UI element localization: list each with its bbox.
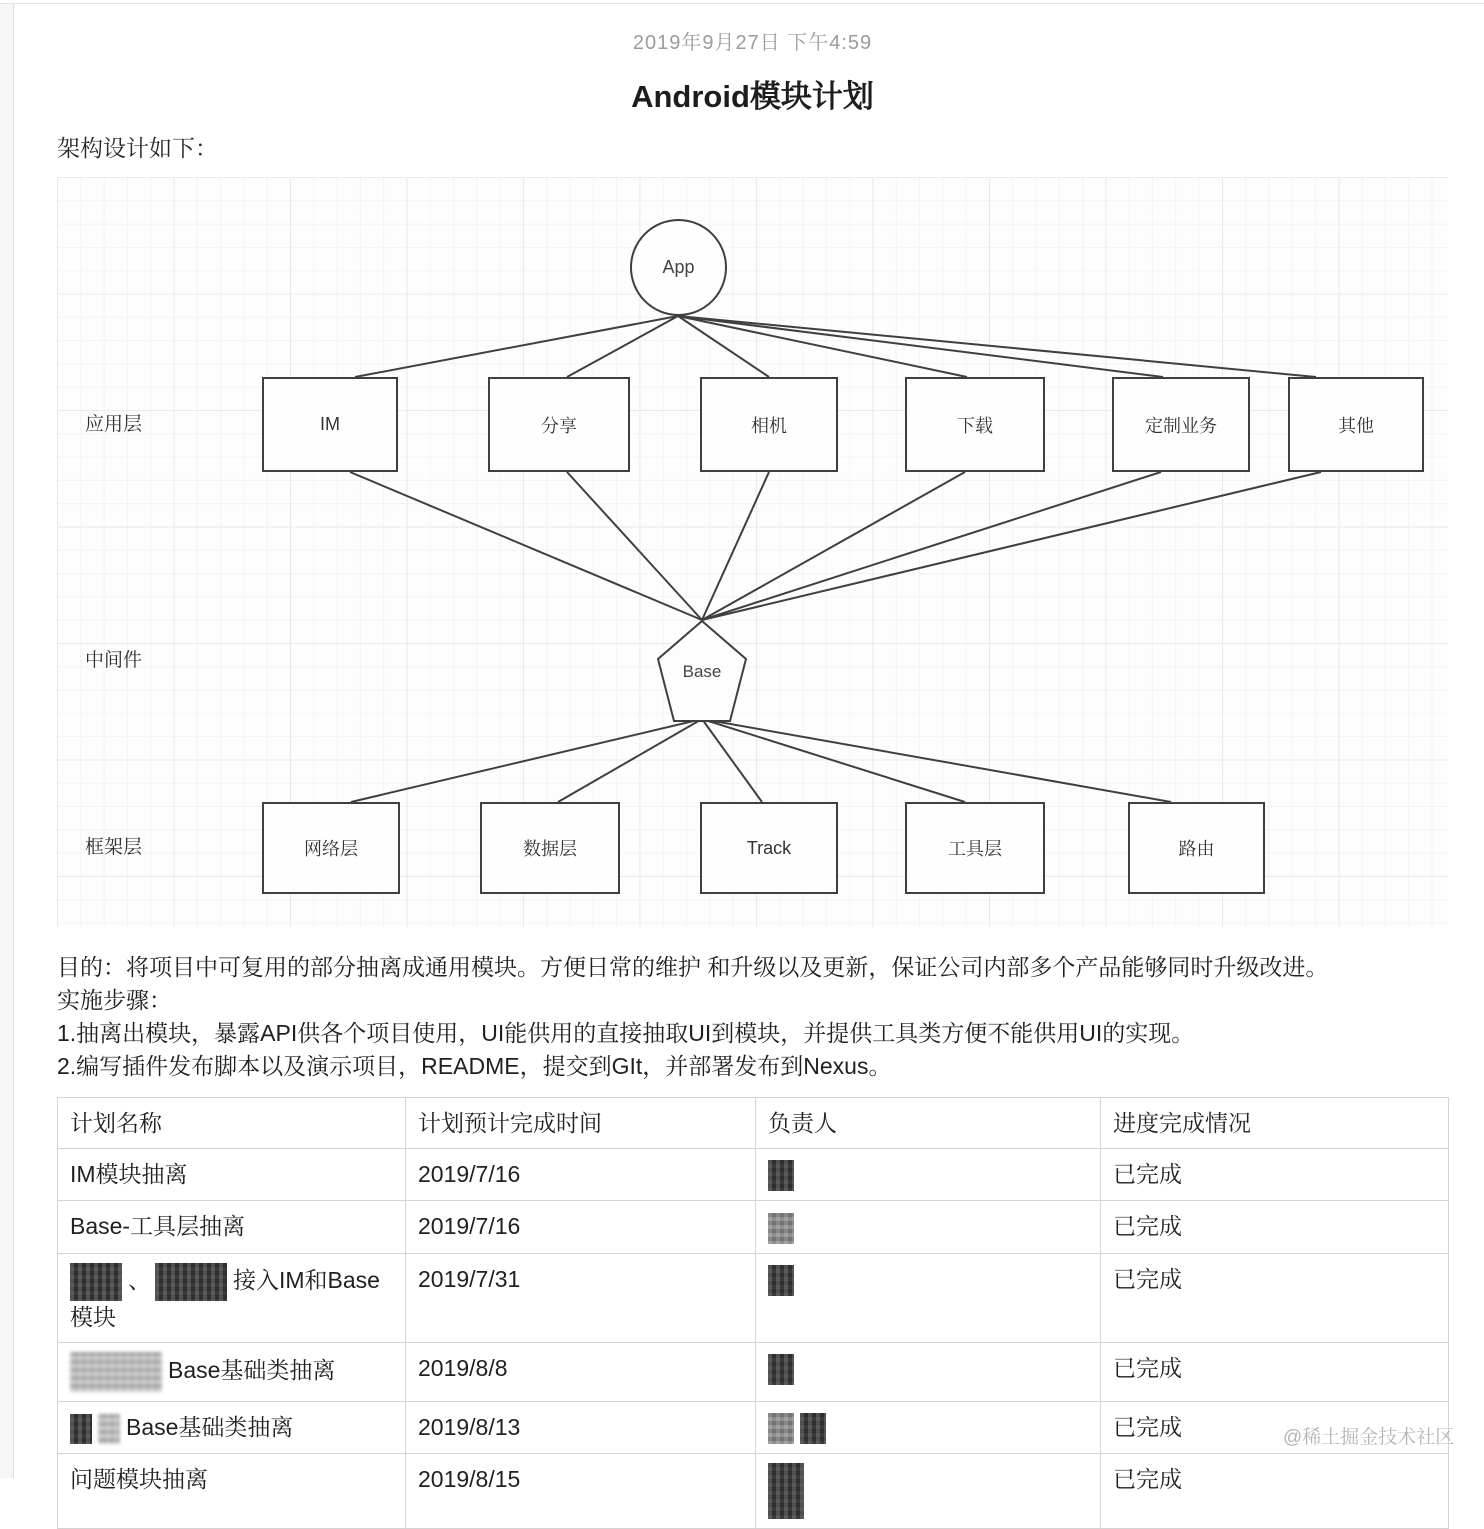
diagram-node-track [700,802,838,894]
name-separator: 、 [128,1266,151,1293]
cell-due-date: 2019/8/15 [406,1454,756,1529]
diagram-node-share [488,377,630,472]
cell-owner [756,1454,1101,1529]
redacted-owner [768,1265,794,1296]
diagram-node-download-label: 下载 [957,415,993,436]
diagram-node-im [262,377,398,472]
watermark: @稀土掘金技术社区 [1283,1427,1455,1448]
step-2: 2.编写插件发布脚本以及演示项目，README，提交到GIt，并部署发布到Nexus。 [57,1053,892,1079]
redacted-name [70,1414,92,1444]
intro-text: 架构设计如下： [57,135,218,161]
cell-plan-name: 问题模块抽离 [58,1454,406,1529]
redacted-owner [768,1160,794,1191]
cell-owner [756,1201,1101,1253]
layer-label-application: 应用层 [85,414,143,435]
purpose-text: 目的：将项目中可复用的部分抽离成通用模块。方便日常的维护 和升级以及更新，保证公司内部多个产品能够同时升级改进。 [57,954,1329,980]
redacted-owner [768,1413,794,1444]
cell-progress: 已完成 [1101,1149,1449,1201]
cell-plan-name [58,1342,406,1401]
diagram-node-download [905,377,1045,472]
cell-plan-name: IM模块抽离 [58,1149,406,1201]
diagram-node-camera [700,377,838,472]
diagram-node-network-layer [262,802,400,894]
diagram-node-other [1288,377,1424,472]
cell-progress: 已完成 [1101,1454,1449,1529]
cell-due-date: 2019/7/16 [406,1201,756,1253]
left-gutter [0,4,14,1478]
diagram-node-other-label: 其他 [1338,415,1374,436]
layer-label-middleware: 中间件 [85,650,143,671]
cell-due-date: 2019/7/16 [406,1149,756,1201]
name-suffix: 接入IM和Base模块 [70,1266,380,1330]
diagram-node-tool-layer-label: 工具层 [948,839,1002,859]
layer-label-framework: 框架层 [85,837,143,858]
diagram-node-tool-layer [905,802,1045,894]
col-header-owner: 负责人 [756,1098,1101,1149]
table-row [58,1149,1449,1201]
table-header-row [58,1098,1449,1149]
redacted-owner [768,1354,794,1385]
cell-due-date: 2019/8/8 [406,1342,756,1401]
diagram-node-base-label: Base [682,662,722,681]
diagram-node-custom-business [1112,377,1250,472]
redacted-name [98,1414,120,1444]
col-header-plan-name: 计划名称 [58,1098,406,1149]
diagram-node-app [630,219,727,316]
diagram-node-app-label: App [662,257,695,277]
diagram-node-camera-label: 相机 [751,415,787,436]
col-header-progress: 进度完成情况 [1101,1098,1449,1149]
redacted-owner [768,1213,794,1244]
diagram-node-share-label: 分享 [541,415,577,436]
body-text [57,951,1448,1083]
name-suffix: Base基础类抽离 [168,1356,336,1383]
cell-plan-name: Base-工具层抽离 [58,1201,406,1253]
diagram-node-im-label: IM [320,414,340,434]
architecture-diagram [57,177,1448,927]
table-row [58,1401,1449,1453]
name-suffix: Base基础类抽离 [126,1413,294,1440]
step-1: 1.抽离出模块，暴露API供各个项目使用，UI能供用的直接抽取UI到模块，并提供工具类方便不能供用UI的实现。 [57,1020,1195,1046]
diagram-node-base [657,620,747,722]
cell-due-date: 2019/8/13 [406,1401,756,1453]
cell-owner [756,1253,1101,1342]
cell-due-date: 2019/7/31 [406,1253,756,1342]
diagram-node-track-label: Track [746,837,792,858]
col-header-due-date: 计划预计完成时间 [406,1098,756,1149]
diagram-node-network-layer-label: 网络层 [304,839,358,859]
document-content [57,0,1448,1529]
document-timestamp: 2019年9月27日 下午4:59 [632,32,873,54]
cell-plan-name [58,1253,406,1342]
cell-plan-name [58,1401,406,1453]
cell-owner [756,1149,1101,1201]
plan-table [57,1097,1449,1529]
table-row [58,1253,1449,1342]
redacted-owner [800,1413,826,1444]
cell-progress: 已完成 [1101,1401,1449,1453]
cell-progress: 已完成 [1101,1253,1449,1342]
table-row [58,1201,1449,1253]
cell-progress: 已完成 [1101,1201,1449,1253]
redacted-name [70,1352,162,1392]
cell-progress: 已完成 [1101,1342,1449,1401]
diagram-node-router [1128,802,1265,894]
redacted-name [155,1263,227,1301]
cell-owner [756,1401,1101,1453]
diagram-node-custom-business-label: 定制业务 [1145,415,1217,436]
redacted-owner [768,1463,804,1519]
steps-title: 实施步骤： [57,987,172,1013]
diagram-node-data-layer [480,802,620,894]
redacted-name [70,1263,122,1301]
table-row [58,1342,1449,1401]
cell-owner [756,1342,1101,1401]
diagram-node-router-label: 路由 [1178,839,1215,859]
table-row [58,1454,1449,1529]
page-title: Android模块计划 [631,79,874,114]
diagram-node-data-layer-label: 数据层 [523,839,577,859]
